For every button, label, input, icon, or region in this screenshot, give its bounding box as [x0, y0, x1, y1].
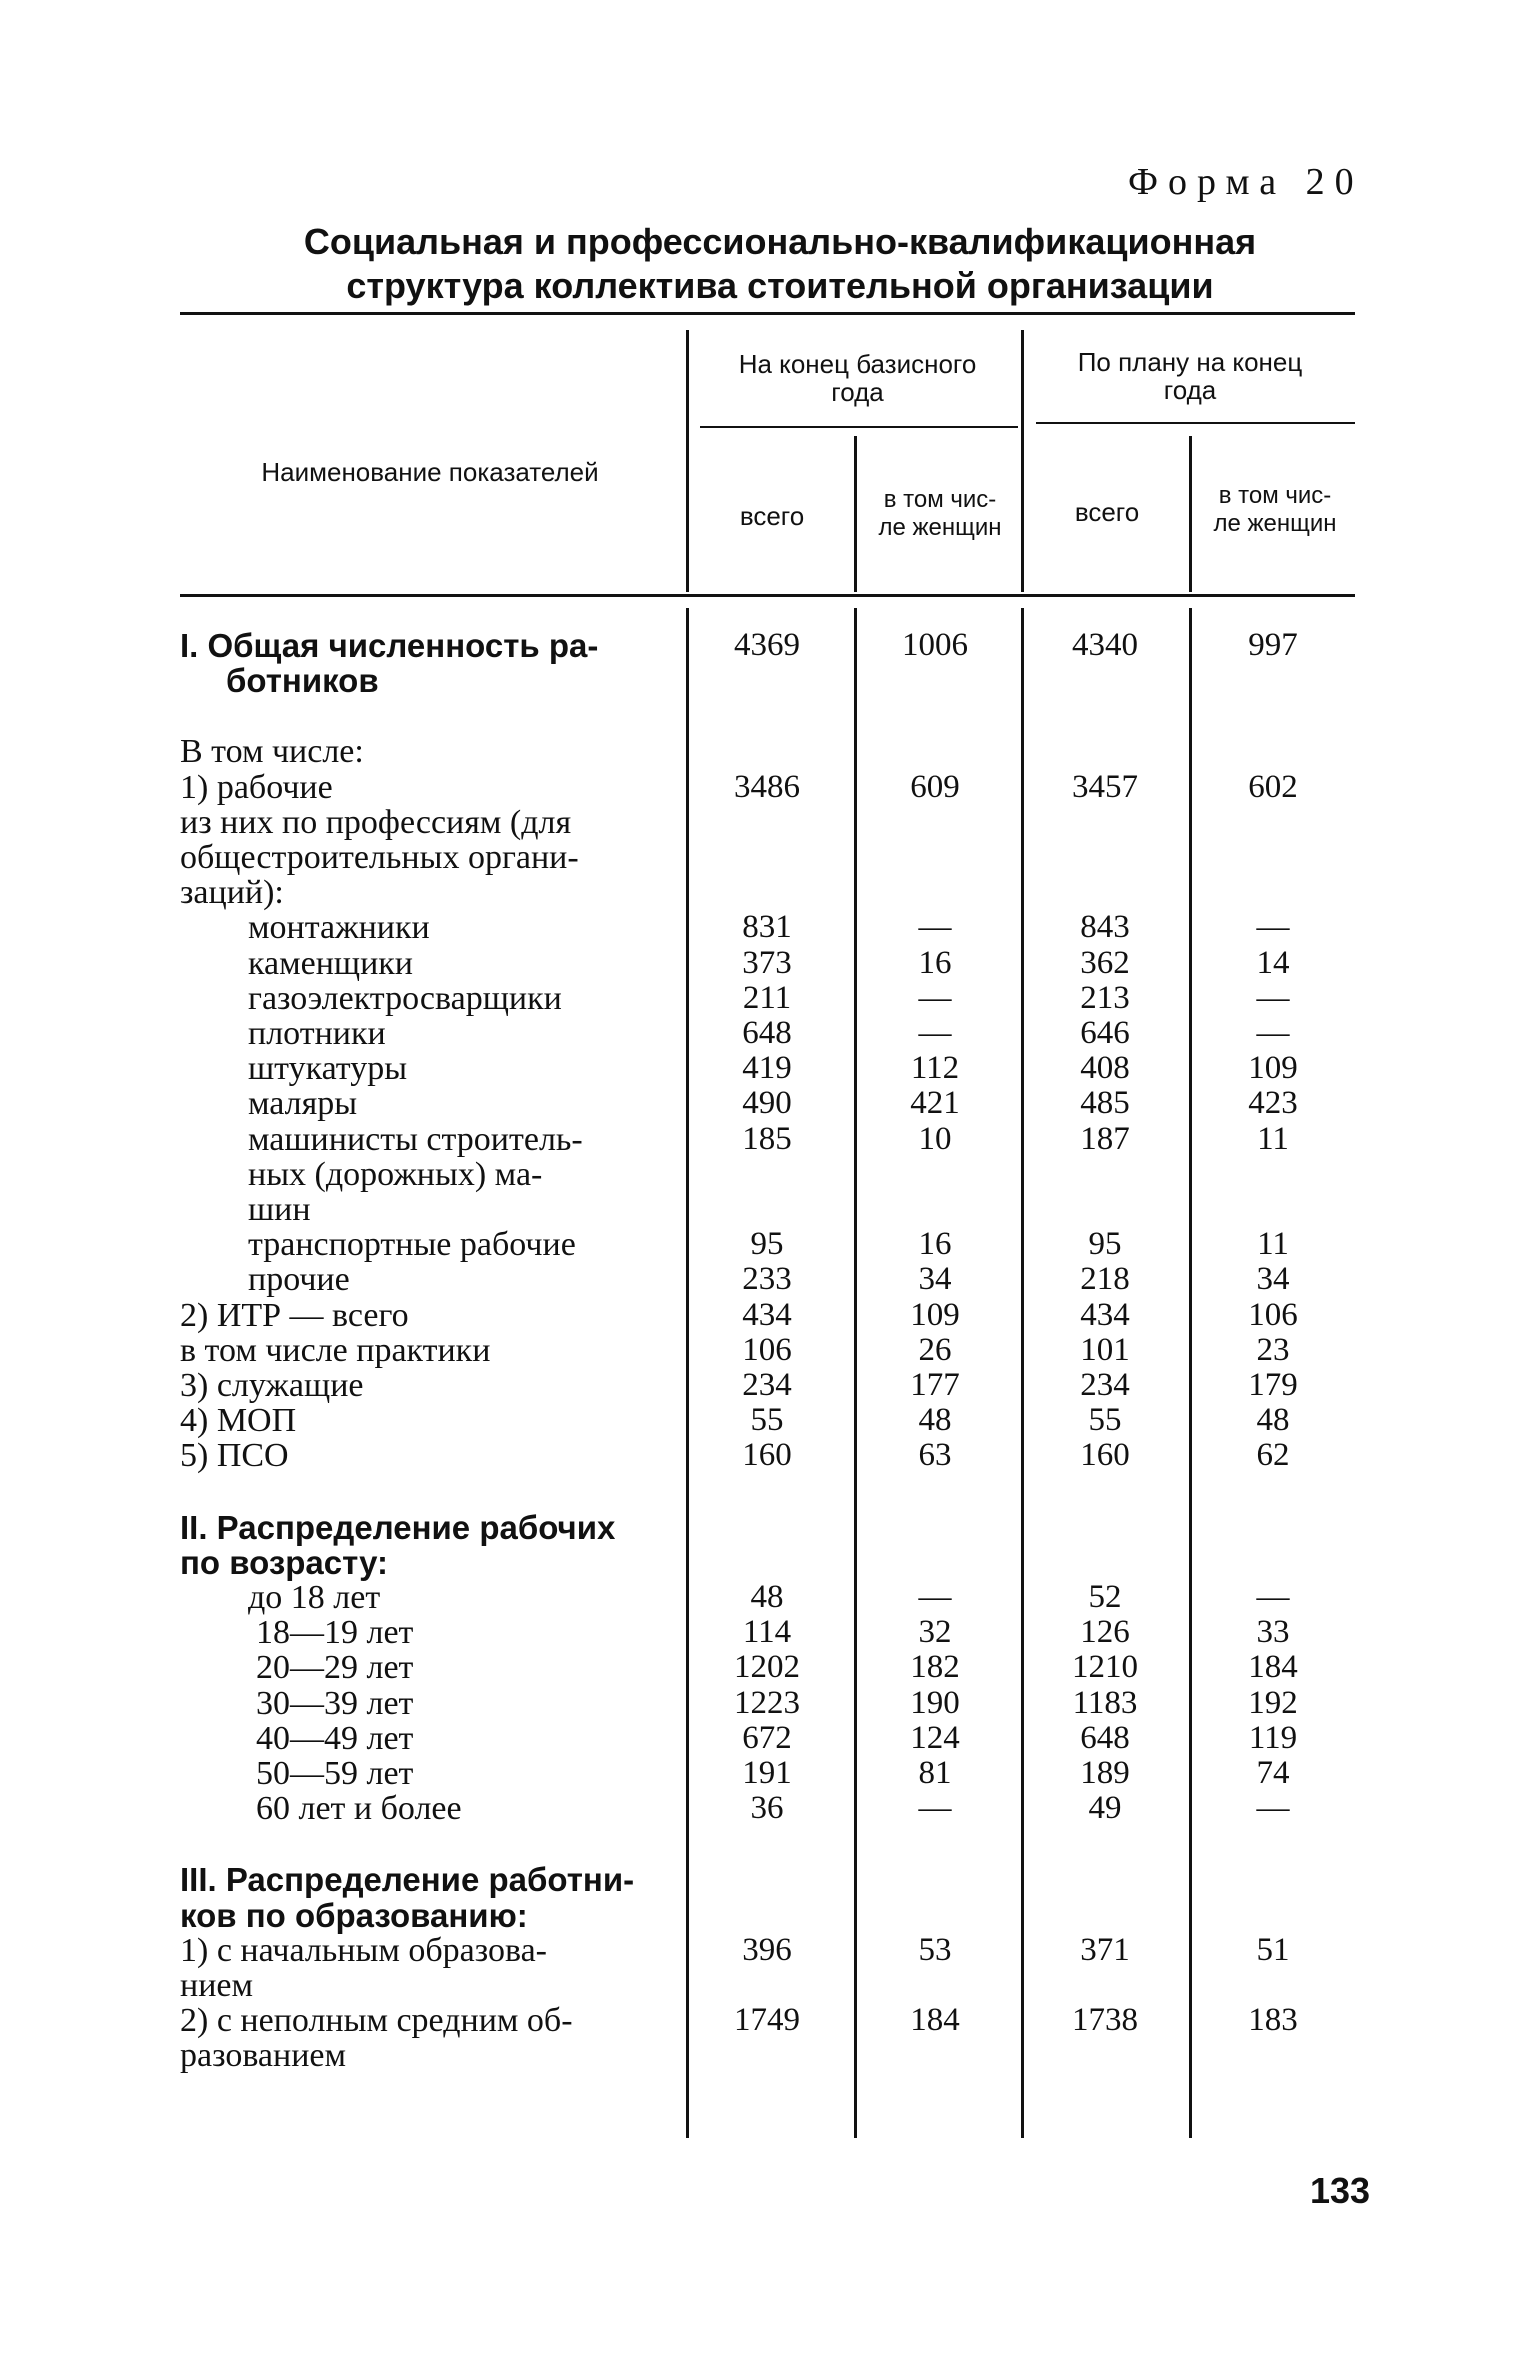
row-value: 109 [910, 1296, 960, 1333]
row-label: шин [248, 1191, 311, 1228]
row-label: транспортные рабочие [248, 1226, 576, 1264]
row-label: по возрасту: [180, 1543, 388, 1581]
row-value: 421 [910, 1085, 960, 1122]
row-value: 218 [1080, 1261, 1130, 1298]
row-value: 23 [1256, 1331, 1290, 1368]
row-value: 831 [742, 909, 792, 946]
row-value: 55 [750, 1402, 784, 1439]
row-value: 648 [742, 1015, 792, 1051]
header-group-2-line-1: По плану на конец [1077, 347, 1303, 377]
column-divider-3-body [1021, 608, 1024, 2138]
row-value: 184 [910, 2002, 960, 2039]
row-value: 423 [1248, 1085, 1298, 1122]
row-value: — [1256, 979, 1290, 1016]
header-total-2: всего [1074, 497, 1140, 527]
column-divider-4-body [1189, 608, 1192, 2138]
row-value: 179 [1248, 1367, 1298, 1403]
row-value: 234 [742, 1367, 792, 1403]
header-women-2 [1193, 482, 1357, 538]
row-label: штукатуры [248, 1050, 408, 1088]
row-value: 1223 [734, 1684, 800, 1721]
row-value: — [1256, 1790, 1290, 1827]
row-value: 185 [742, 1120, 792, 1157]
title-line-1: Социальная и профессионально-квалификационная [303, 221, 1257, 262]
row-value: 34 [1256, 1261, 1290, 1298]
row-value: 1183 [1072, 1684, 1138, 1721]
header-total-1: всего [739, 501, 805, 531]
row-value: 213 [1080, 979, 1130, 1016]
row-value: 190 [910, 1684, 960, 1721]
row-value: — [918, 1790, 952, 1827]
row-value: 10 [918, 1120, 952, 1157]
row-value: 1749 [734, 2002, 800, 2039]
row-label: ботников [226, 662, 379, 700]
row-label: машинисты строитель- [248, 1120, 583, 1158]
row-value: 16 [918, 1226, 952, 1263]
row-label: в том числе практики [180, 1331, 491, 1369]
header-group-1-line-2: года [831, 377, 884, 407]
row-value: 160 [1080, 1437, 1130, 1474]
row-value: 371 [1080, 1931, 1130, 1968]
row-label: монтажники [248, 909, 430, 947]
row-value: 95 [750, 1226, 784, 1263]
row-value: 192 [1248, 1684, 1298, 1721]
row-value: 602 [1248, 768, 1298, 805]
row-value: 3457 [1072, 768, 1138, 805]
row-value: 362 [1080, 944, 1130, 981]
row-value: 11 [1257, 1120, 1289, 1157]
column-divider-4 [1189, 436, 1192, 592]
row-value: 189 [1080, 1755, 1130, 1791]
row-value: 419 [742, 1050, 792, 1087]
row-value: — [918, 1579, 952, 1615]
form-label: Форма 20 [1128, 161, 1364, 203]
header-women-2-line-2: ле женщин [1213, 510, 1337, 537]
header-group-1 [690, 350, 1025, 406]
row-label: плотники [248, 1015, 386, 1052]
row-value: 95 [1088, 1226, 1122, 1263]
row-value: 646 [1080, 1015, 1130, 1051]
row-label: 5) ПСО [180, 1437, 289, 1475]
row-value: 36 [750, 1790, 784, 1827]
row-value: 114 [742, 1614, 792, 1651]
row-value: 124 [910, 1719, 960, 1756]
page-number: 133 [1310, 2170, 1371, 2211]
row-label: 1) с начальным образова- [180, 1931, 547, 1969]
group1-rule [700, 426, 1018, 428]
row-value: 34 [918, 1261, 952, 1298]
row-label: 40—49 лет [256, 1719, 414, 1757]
header-group-2-line-2: года [1163, 375, 1217, 405]
row-label: 1) рабочие [180, 768, 333, 806]
row-value: 33 [1256, 1614, 1290, 1651]
title-line-2: структура коллектива стоительной организации [346, 265, 1214, 306]
row-value: 81 [918, 1755, 952, 1791]
row-value: 63 [918, 1437, 952, 1474]
row-label: I. Общая численность ра- [180, 627, 599, 664]
row-value: 109 [1248, 1050, 1298, 1087]
header-women-2-line-1: в том чис- [1218, 482, 1332, 509]
row-label: из них по профессиям (для [180, 803, 572, 841]
header-women-1 [858, 486, 1022, 542]
row-label: 30—39 лет [256, 1684, 414, 1722]
row-value: 1738 [1072, 2002, 1138, 2039]
row-value: 32 [918, 1614, 952, 1651]
row-value: 177 [910, 1367, 960, 1403]
row-label: прочие [248, 1261, 350, 1299]
row-value: 11 [1257, 1226, 1289, 1263]
row-label: 20—29 лет [256, 1649, 414, 1687]
row-value: 373 [742, 944, 792, 981]
header-women-1-line-1: в том чис- [883, 486, 997, 513]
row-value: 49 [1088, 1790, 1122, 1827]
row-label: В том числе: [180, 733, 364, 771]
row-value: — [918, 909, 952, 946]
row-value: 648 [1080, 1719, 1130, 1756]
row-value: 26 [918, 1331, 952, 1368]
row-value: 160 [742, 1437, 792, 1474]
row-value: 1202 [734, 1649, 800, 1686]
row-label: до 18 лет [248, 1579, 381, 1616]
row-value: — [1256, 1579, 1290, 1615]
row-value: 74 [1256, 1755, 1290, 1791]
column-divider-2 [854, 436, 857, 592]
row-value: 396 [742, 1931, 792, 1968]
row-value: 672 [742, 1719, 792, 1756]
row-label: 3) служащие [180, 1367, 364, 1404]
row-value: 234 [1080, 1367, 1130, 1403]
group2-rule [1036, 422, 1355, 424]
row-value: 62 [1256, 1437, 1290, 1474]
row-label: маляры [248, 1085, 358, 1123]
row-label: ных (дорожных) ма- [248, 1155, 543, 1193]
row-value: 609 [910, 768, 960, 805]
row-value: 51 [1256, 1931, 1290, 1968]
row-value: — [918, 1015, 952, 1051]
header-group-1-line-1: На конец базисного [738, 349, 977, 379]
row-value: 997 [1248, 627, 1298, 663]
row-value: 211 [742, 979, 792, 1016]
row-label: 2) с неполным средним об- [180, 2002, 573, 2040]
row-value: 184 [1248, 1649, 1298, 1686]
row-label: 50—59 лет [256, 1755, 414, 1792]
row-label: III. Распределение работни- [180, 1861, 635, 1899]
row-value: 48 [918, 1402, 952, 1439]
row-label: нием [180, 1967, 253, 2004]
row-value: 112 [910, 1050, 960, 1087]
row-value: 233 [742, 1261, 792, 1298]
row-value: 55 [1088, 1402, 1122, 1439]
row-value: 182 [910, 1649, 960, 1686]
row-value: 53 [918, 1931, 952, 1968]
row-value: 434 [1080, 1296, 1130, 1333]
row-value: 106 [1248, 1296, 1298, 1333]
header-bottom-rule [180, 594, 1355, 597]
row-value: 101 [1080, 1331, 1130, 1368]
row-value: 191 [742, 1755, 792, 1791]
row-label: ков по образованию: [180, 1896, 528, 1934]
row-value: 843 [1080, 909, 1130, 946]
row-value: 183 [1248, 2002, 1298, 2039]
row-value: 490 [742, 1085, 792, 1122]
row-label: разованием [180, 2037, 347, 2075]
column-divider-1 [686, 330, 689, 592]
header-name-column: Наименование показателей [261, 457, 599, 487]
row-value: — [1256, 909, 1290, 946]
row-label: 2) ИТР — всего [180, 1296, 409, 1334]
row-value: 1006 [902, 627, 968, 663]
row-value: 3486 [734, 768, 800, 805]
row-value: 126 [1080, 1614, 1130, 1651]
row-value: — [1256, 1015, 1290, 1051]
row-value: 16 [918, 944, 952, 981]
row-value: 1210 [1072, 1649, 1138, 1686]
row-value: 52 [1088, 1579, 1122, 1615]
row-value: 48 [750, 1579, 784, 1615]
row-value: 119 [1248, 1719, 1298, 1756]
row-label: газоэлектросварщики [248, 979, 562, 1017]
row-label: II. Распределение рабочих [180, 1508, 616, 1546]
row-label: каменщики [248, 944, 413, 982]
row-label: общестроительных органи- [180, 839, 579, 876]
row-value: 4340 [1072, 627, 1138, 663]
row-value: 48 [1256, 1402, 1290, 1439]
row-value: 485 [1080, 1085, 1130, 1122]
row-label: заций): [180, 874, 284, 912]
header-group-2 [1025, 348, 1355, 404]
row-value: 4369 [734, 627, 800, 663]
row-value: 14 [1256, 944, 1290, 981]
row-label: 4) МОП [180, 1402, 297, 1440]
table-top-rule [180, 312, 1355, 315]
row-value: 434 [742, 1296, 792, 1333]
row-label: 60 лет и более [256, 1790, 462, 1828]
header-women-1-line-2: ле женщин [878, 514, 1002, 541]
row-value: 187 [1080, 1120, 1130, 1157]
row-value: 106 [742, 1331, 792, 1368]
row-label: 18—19 лет [256, 1614, 414, 1652]
row-value: — [918, 979, 952, 1016]
row-value: 408 [1080, 1050, 1130, 1087]
